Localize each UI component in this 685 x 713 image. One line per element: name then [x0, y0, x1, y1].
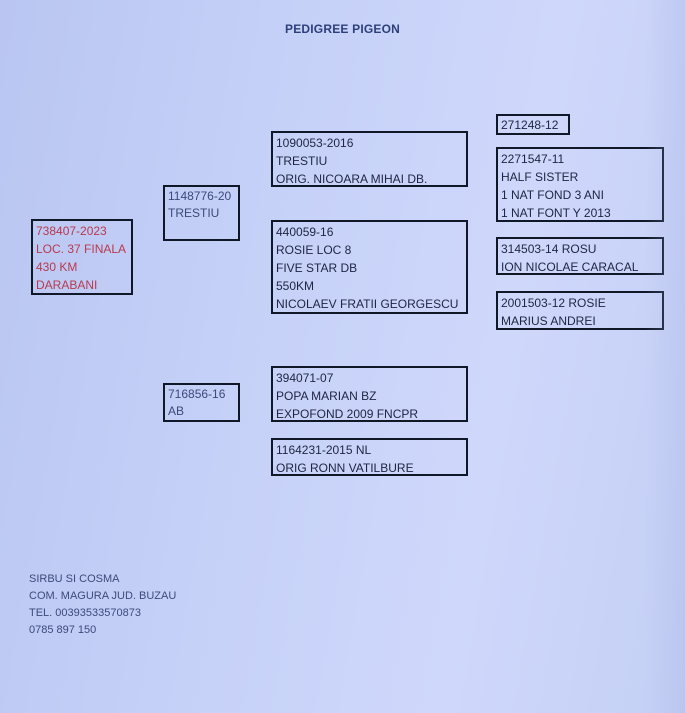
great-grandparent-4-ring-number: 2001503-12 ROSIE	[501, 296, 606, 310]
pigeon-box	[31, 219, 133, 295]
dam-ring-number: 716856-16	[168, 387, 226, 401]
dam-box	[163, 383, 240, 422]
sire-sire-name: TRESTIU	[276, 154, 328, 168]
pigeon-location: DARABANI	[36, 278, 98, 292]
sire-dam-box	[271, 220, 468, 314]
sire-sire-origin: ORIG. NICOARA MIHAI DB.	[276, 172, 428, 186]
sire-box	[163, 185, 240, 241]
sire-sire-box	[271, 131, 468, 187]
great-grandparent-1-ring-number: 271248-12	[501, 118, 559, 132]
great-grandparent-2-result-1: 1 NAT FOND 3 ANI	[501, 188, 604, 202]
dam-sire-result: EXPOFOND 2009 FNCPR	[276, 407, 419, 421]
dam-name: AB	[168, 404, 185, 418]
great-grandparent-3-origin: ION NICOLAE CARACAL	[501, 260, 639, 274]
sire-ring-number: 1148776-20	[168, 189, 232, 203]
pigeon-ring-number: 738407-2023	[36, 224, 107, 238]
great-grandparent-3-ring-number: 314503-14 ROSU	[501, 242, 597, 256]
sire-dam-strain: FIVE STAR DB	[276, 261, 358, 275]
dam-sire-ring-number: 394071-07	[276, 371, 334, 385]
breeder-mobile: 0785 897 150	[29, 624, 97, 636]
great-grandparent-2-relation: HALF SISTER	[501, 170, 579, 184]
great-grandparent-2-ring-number: 2271547-11	[501, 152, 565, 166]
dam-sire-box	[271, 366, 468, 422]
breeder-phone: TEL. 00393533570873	[29, 607, 141, 619]
sire-sire-ring-number: 1090053-2016	[276, 136, 354, 150]
dam-dam-origin: ORIG RONN VATILBURE	[276, 461, 414, 475]
pigeon-distance: 430 KM	[36, 260, 78, 274]
pigeon-result: LOC. 37 FINALA	[36, 242, 127, 256]
great-grandparent-2-box	[496, 147, 664, 222]
sire-dam-result: ROSIE LOC 8	[276, 243, 352, 257]
dam-dam-ring-number: 1164231-2015 NL	[276, 443, 372, 457]
sire-dam-ring-number: 440059-16	[276, 225, 334, 239]
page-edge-shadow	[645, 0, 685, 713]
great-grandparent-2-result-2: 1 NAT FONT Y 2013	[501, 206, 611, 220]
great-grandparent-4-box	[496, 291, 664, 330]
great-grandparent-1-box	[496, 114, 570, 135]
sire-dam-distance: 550KM	[276, 279, 315, 293]
breeder-contact	[29, 571, 176, 639]
dam-sire-name: POPA MARIAN BZ	[276, 389, 377, 403]
page-title: PEDIGREE PIGEON	[284, 22, 401, 36]
sire-dam-origin: NICOLAEV FRATII GEORGESCU	[276, 297, 459, 311]
great-grandparent-4-origin: MARIUS ANDREI	[501, 314, 596, 328]
great-grandparent-3-box	[496, 237, 664, 275]
dam-dam-box	[271, 438, 468, 476]
sire-name: TRESTIU	[168, 206, 220, 220]
breeder-address: COM. MAGURA JUD. BUZAU	[29, 590, 177, 602]
breeder-name: SIRBU SI COSMA	[29, 573, 120, 585]
